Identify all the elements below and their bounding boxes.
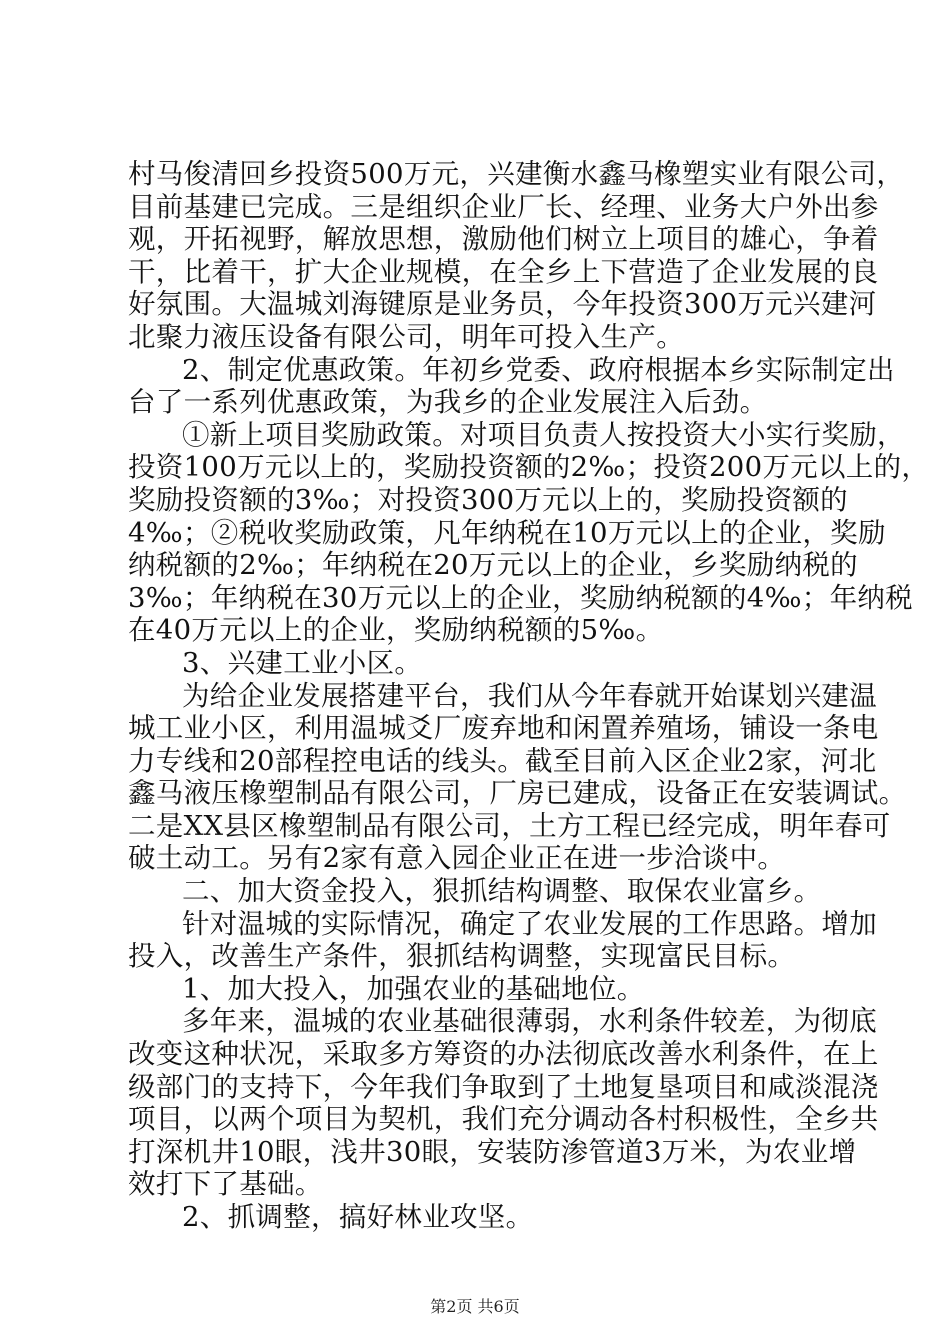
text-line: 为给企业发展搭建平台，我们从今年春就开始谋划兴建温 bbox=[182, 679, 877, 712]
document-body bbox=[128, 158, 930, 1234]
text-line: 台了一系列优惠政策，为我乡的企业发展注入后劲。 bbox=[128, 386, 768, 419]
text-line: ①新上项目奖励政策。对项目负责人按投资大小实行奖励， bbox=[182, 418, 905, 451]
text-line: 北聚力液压设备有限公司，明年可投入生产。 bbox=[128, 320, 684, 353]
text-line: 多年来，温城的农业基础很薄弱，水利条件较差，为彻底 bbox=[182, 1005, 877, 1038]
text-line: 3‰；年纳税在30万元以上的企业，奖励纳税额的4‰；年纳税 bbox=[128, 581, 913, 614]
text-line: 级部门的支持下，今年我们争取到了土地复垦项目和咸淡混浇 bbox=[128, 1070, 879, 1103]
text-line: 4‰；②税收奖励政策，凡年纳税在10万元以上的企业，奖励 bbox=[128, 516, 886, 549]
text-line: 改变这种状况，采取多方筹资的办法彻底改善水利条件，在上 bbox=[128, 1038, 879, 1071]
text-line: 2、制定优惠政策。年初乡党委、政府根据本乡实际制定出 bbox=[182, 353, 895, 386]
text-line: 村马俊清回乡投资500万元，兴建衡水鑫马橡塑实业有限公司， bbox=[128, 158, 905, 190]
text-line: 奖励投资额的3‰；对投资300万元以上的，奖励投资额的 bbox=[128, 483, 848, 516]
text-line: 2、抓调整，搞好林业攻坚。 bbox=[182, 1201, 534, 1233]
text-line: 目前基建已完成。三是组织企业厂长、经理、业务大户外出参 bbox=[128, 190, 879, 223]
text-line: 投入，改善生产条件，狠抓结构调整，实现富民目标。 bbox=[128, 940, 796, 973]
text-line: 好氛围。大温城刘海键原是业务员，今年投资300万元兴建河 bbox=[128, 288, 877, 321]
text-line: 针对温城的实际情况，确定了农业发展的工作思路。增加 bbox=[182, 907, 877, 940]
text-line: 效打下了基础。 bbox=[128, 1168, 323, 1201]
text-line: 干，比着干，扩大企业规模，在全乡上下营造了企业发展的良 bbox=[128, 255, 879, 288]
text-line: 在40万元以上的企业，奖励纳税额的5‰。 bbox=[128, 614, 664, 647]
text-line: 3、兴建工业小区。 bbox=[182, 646, 423, 679]
text-line: 鑫马液压橡塑制品有限公司，厂房已建成，设备正在安装调试。 bbox=[128, 777, 907, 810]
text-line: 打深机井10眼，浅井30眼，安装防渗管道3万米，为农业增 bbox=[128, 1135, 857, 1168]
text-line: 二、加大资金投入，狠抓结构调整、取保农业富乡。 bbox=[182, 875, 822, 908]
text-line: 观，开拓视野，解放思想，激励他们树立上项目的雄心，争着 bbox=[128, 223, 879, 256]
text-line: 1、加大投入，加强农业的基础地位。 bbox=[182, 972, 645, 1005]
text-line: 纳税额的2‰；年纳税在20万元以上的企业，乡奖励纳税的 bbox=[128, 549, 858, 582]
text-line: 项目，以两个项目为契机，我们充分调动各村积极性，全乡共 bbox=[128, 1103, 879, 1136]
text-line: 二是XX县区橡塑制品有限公司，土方工程已经完成，明年春可 bbox=[128, 809, 891, 842]
page-footer bbox=[0, 1297, 950, 1317]
text-line: 城工业小区，利用温城爻厂废弃地和闲置养殖场，铺设一条电 bbox=[128, 712, 879, 745]
text-line: 投资100万元以上的，奖励投资额的2‰；投资200万元以上的， bbox=[128, 451, 930, 484]
page-number-label: 第2页 共6页 bbox=[430, 1297, 520, 1316]
text-line: 破土动工。另有2家有意入园企业正在进一步洽谈中。 bbox=[128, 842, 786, 875]
text-line: 力专线和20部程控电话的线头。截至目前入区企业2家，河北 bbox=[128, 744, 877, 777]
